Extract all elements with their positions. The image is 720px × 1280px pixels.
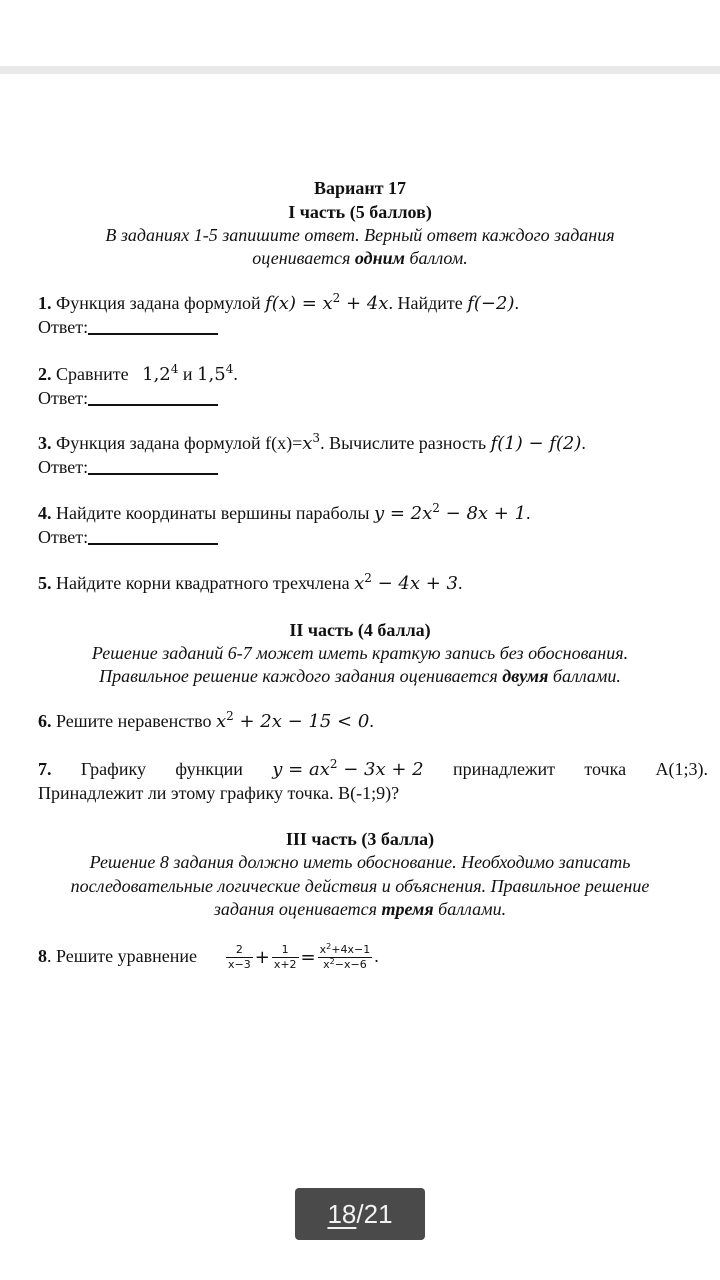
answer-blank-1[interactable] xyxy=(88,317,218,335)
viewer-top-bar xyxy=(0,0,720,66)
part2-instructions-line1: Решение заданий 6-7 может иметь краткую запись без обоснования. xyxy=(91,643,629,663)
task-6: 6. Решите неравенство $x^2 + 2x - 15 < 0$. xyxy=(38,709,374,732)
answer-blank-4[interactable] xyxy=(88,527,218,545)
answer-blank-3[interactable] xyxy=(88,457,218,475)
part1-instructions-line2: оценивается одним баллом. xyxy=(252,248,468,268)
task-2-answer: Ответ: xyxy=(38,386,218,410)
part3-title: III часть (3 балла) xyxy=(285,829,435,849)
fraction-2: $\frac{1}{x+2}$ xyxy=(273,943,297,972)
part3-instructions-line2: последовательные логические действия и объяснения. Правильное решение xyxy=(70,876,650,896)
answer-blank-2[interactable] xyxy=(88,388,218,406)
page-indicator[interactable]: 18 / 21 xyxy=(295,1188,425,1240)
total-pages: 21 xyxy=(363,1198,393,1229)
document-page xyxy=(0,74,720,1280)
part2-title: II часть (4 балла) xyxy=(289,620,431,640)
part3-instructions-line3: задания оценивается тремя баллами. xyxy=(213,899,507,919)
fraction-3: $\frac{x^2+4x-1}{x^2-x-6}$ xyxy=(319,942,371,972)
part1-instructions-line1: В заданиях 1-5 запишите ответ. Верный ответ каждого задания xyxy=(105,225,615,245)
part3-instructions-line1: Решение 8 задания должно иметь обоснование. Необходимо записать xyxy=(89,852,631,872)
fraction-1: $\frac{2}{x-3}$ xyxy=(227,943,251,972)
task-4: 4. Найдите координаты вершины параболы $y = 2x^2 - 8x + 1$. xyxy=(38,501,531,524)
task-1: 1. Функция задана формулой $f(x) = x^2 + 4x$. Найдите f(−2). xyxy=(38,291,519,314)
variant-title: Вариант 17 xyxy=(313,178,407,198)
task-7-line1: 7. Графику функции $y = ax^2 - 3x + 2$ принадлежит точка А(1;3). xyxy=(38,757,708,780)
task-7-line2: Принадлежит ли этому графику точка. В(-1;9)? xyxy=(38,783,400,803)
task-3: 3. Функция задана формулой $f(x)=x^3$. Вычислите разность f(1) − f(2). xyxy=(38,431,586,454)
task-2: 2. Сравните $1,2^4$ и $1,5^4$. xyxy=(38,362,238,385)
viewer-divider xyxy=(0,66,720,74)
part2-instructions-line2: Правильное решение каждого задания оценивается двумя баллами. xyxy=(99,666,621,686)
task-5: 5. Найдите корни квадратного трехчлена $x^2 - 4x + 3$. xyxy=(38,571,463,594)
task-8: 8. Решите уравнение $\frac{2}{x-3}$ + $\frac{1}{x+2}$ = $\frac{x^2+4x-1}{x^2-x-6}$ . xyxy=(38,942,379,972)
part1-title: I часть (5 баллов) xyxy=(288,202,432,222)
task-3-answer: Ответ: xyxy=(38,455,218,479)
current-page-number[interactable]: 18 xyxy=(327,1198,357,1229)
task-1-answer: Ответ: xyxy=(38,315,218,339)
task-4-answer: Ответ: xyxy=(38,525,218,549)
